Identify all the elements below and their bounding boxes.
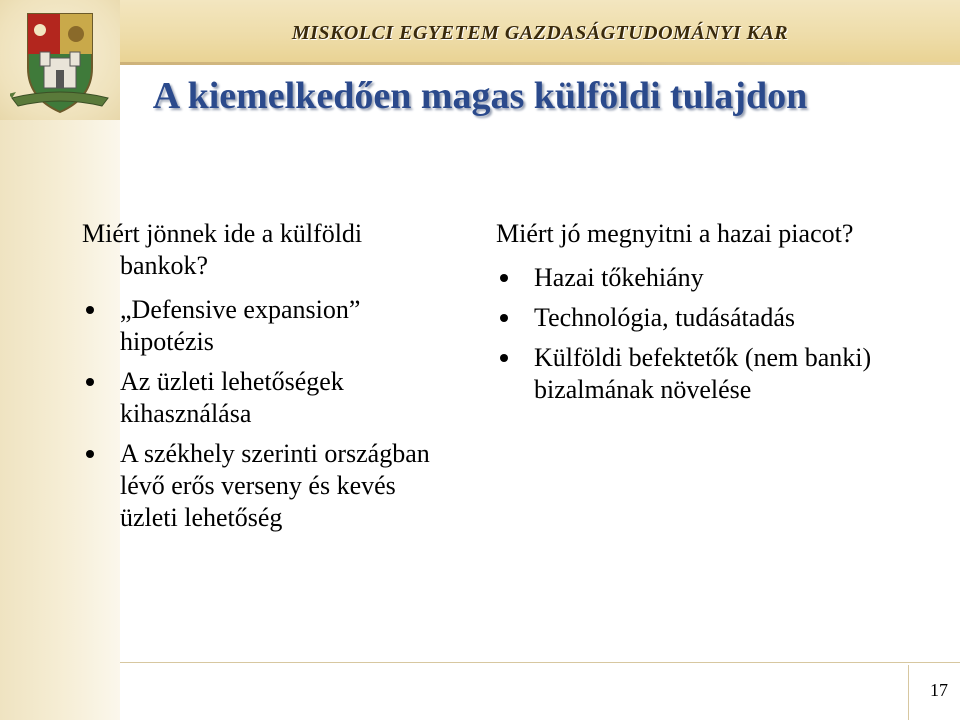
left-column [82,218,442,542]
bullet-text: Hazai tőkehiány [534,263,704,292]
right-bullet-list [496,262,916,406]
bullet-icon [86,378,94,386]
bullet-text: Az üzleti lehetőségek kihasználása [120,367,344,428]
bullet-icon [500,314,508,322]
university-crest-icon [10,6,110,118]
bullet-text: A székhely szerinti országban lévő erős verseny és kevés üzleti lehetőség [120,439,430,532]
bullet-text: „Defensive expansion” hipotézis [120,295,361,356]
list-item [82,366,442,430]
list-item [82,294,442,358]
header-divider [120,62,960,65]
right-column [496,218,916,414]
left-bullet-list [82,294,442,534]
slide-title: A kiemelkedően magas külföldi tulajdon [152,75,808,117]
footer-divider [120,662,960,663]
slide-number: 17 [930,680,948,700]
right-question: Miért jó megnyitni a hazai piacot? [496,219,854,248]
list-item [496,342,916,406]
bullet-text: Technológia, tudásátadás [534,303,795,332]
list-item [82,438,442,534]
list-item [496,302,916,334]
university-name: MISKOLCI EGYETEM GAZDASÁGTUDOMÁNYI KAR [291,22,789,44]
bullet-icon [500,354,508,362]
bullet-text: Külföldi befektetők (nem banki) bizalmának növelése [534,343,872,404]
left-question: Miért jönnek ide a külföldi bankok? [82,219,363,280]
bullet-icon [500,274,508,282]
bullet-icon [86,450,94,458]
bullet-icon [86,306,94,314]
list-item [496,262,916,294]
